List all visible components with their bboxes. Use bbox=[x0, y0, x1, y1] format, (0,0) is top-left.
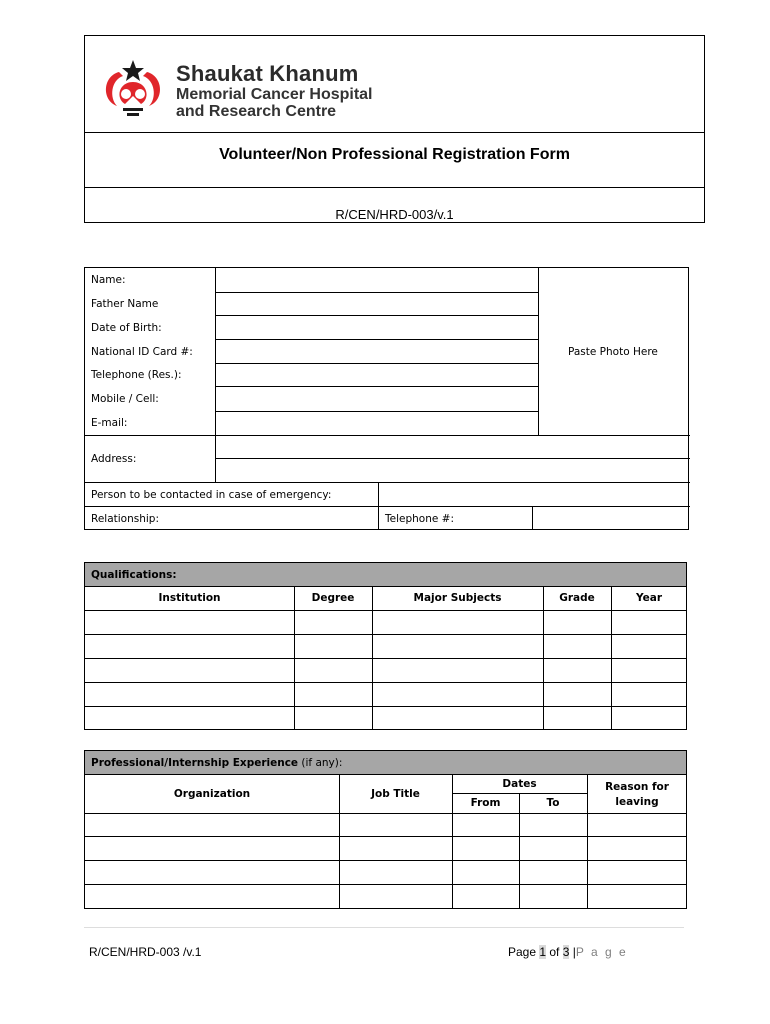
personal-details-table bbox=[84, 267, 689, 530]
footer-form-code: R/CEN/HRD-003 /v.1 bbox=[89, 945, 202, 959]
col-to: To bbox=[546, 797, 560, 809]
father-name-label: Father Name bbox=[91, 298, 159, 310]
experience-heading-bold: Professional/Internship Experience bbox=[91, 757, 299, 769]
experience-table bbox=[84, 774, 687, 909]
form-code: R/CEN/HRD-003/v.1 bbox=[335, 207, 454, 222]
header-divider bbox=[85, 187, 704, 188]
col-dates: Dates bbox=[502, 778, 537, 790]
page-indicator bbox=[508, 945, 628, 959]
reason-line-1: Reason for bbox=[605, 781, 669, 793]
emergency-contact-label: Person to be contacted in case of emergency: bbox=[91, 489, 332, 501]
org-line-3: and Research Centre bbox=[176, 103, 337, 120]
qualifications-heading: Qualifications: bbox=[84, 562, 687, 587]
col-from: From bbox=[470, 797, 501, 809]
experience-heading bbox=[84, 750, 687, 775]
logo-icon bbox=[99, 58, 167, 120]
org-line-1: Shaukat Khanum bbox=[176, 61, 359, 86]
page-number: 1 bbox=[539, 945, 547, 959]
page-sep: | bbox=[569, 945, 576, 959]
tel-res-label: Telephone (Res.): bbox=[91, 369, 182, 381]
header-divider bbox=[85, 132, 704, 133]
name-label: Name: bbox=[91, 274, 126, 286]
dob-label: Date of Birth: bbox=[91, 322, 162, 334]
experience-heading-rest: (if any): bbox=[298, 757, 343, 769]
col-organization: Organization bbox=[173, 788, 251, 800]
organization-name bbox=[176, 62, 373, 120]
footer-divider bbox=[84, 927, 684, 928]
page-word: P a g e bbox=[575, 945, 628, 959]
form-header bbox=[84, 35, 705, 223]
mobile-label: Mobile / Cell: bbox=[91, 393, 159, 405]
col-degree: Degree bbox=[311, 592, 355, 604]
email-label: E-mail: bbox=[91, 417, 128, 429]
page-of: of bbox=[546, 945, 563, 959]
page-prefix: Page bbox=[508, 945, 540, 959]
org-line-2: Memorial Cancer Hospital bbox=[176, 86, 373, 103]
col-grade: Grade bbox=[559, 592, 595, 604]
nic-label: National ID Card #: bbox=[91, 346, 193, 358]
col-year: Year bbox=[635, 592, 663, 604]
photo-placeholder: Paste Photo Here bbox=[568, 346, 658, 358]
address-label: Address: bbox=[91, 453, 137, 465]
col-major-subjects: Major Subjects bbox=[413, 592, 502, 604]
relationship-label: Relationship: bbox=[91, 513, 159, 525]
col-reason-for-leaving bbox=[587, 780, 687, 810]
col-job-title: Job Title bbox=[371, 788, 420, 800]
qualifications-table bbox=[84, 586, 687, 730]
col-institution: Institution bbox=[158, 592, 221, 604]
telephone-label: Telephone #: bbox=[385, 513, 454, 525]
hospital-logo bbox=[99, 58, 167, 120]
form-title: Volunteer/Non Professional Registration Form bbox=[219, 146, 570, 163]
reason-line-2: leaving bbox=[615, 796, 659, 808]
page-total: 3 bbox=[562, 945, 570, 959]
